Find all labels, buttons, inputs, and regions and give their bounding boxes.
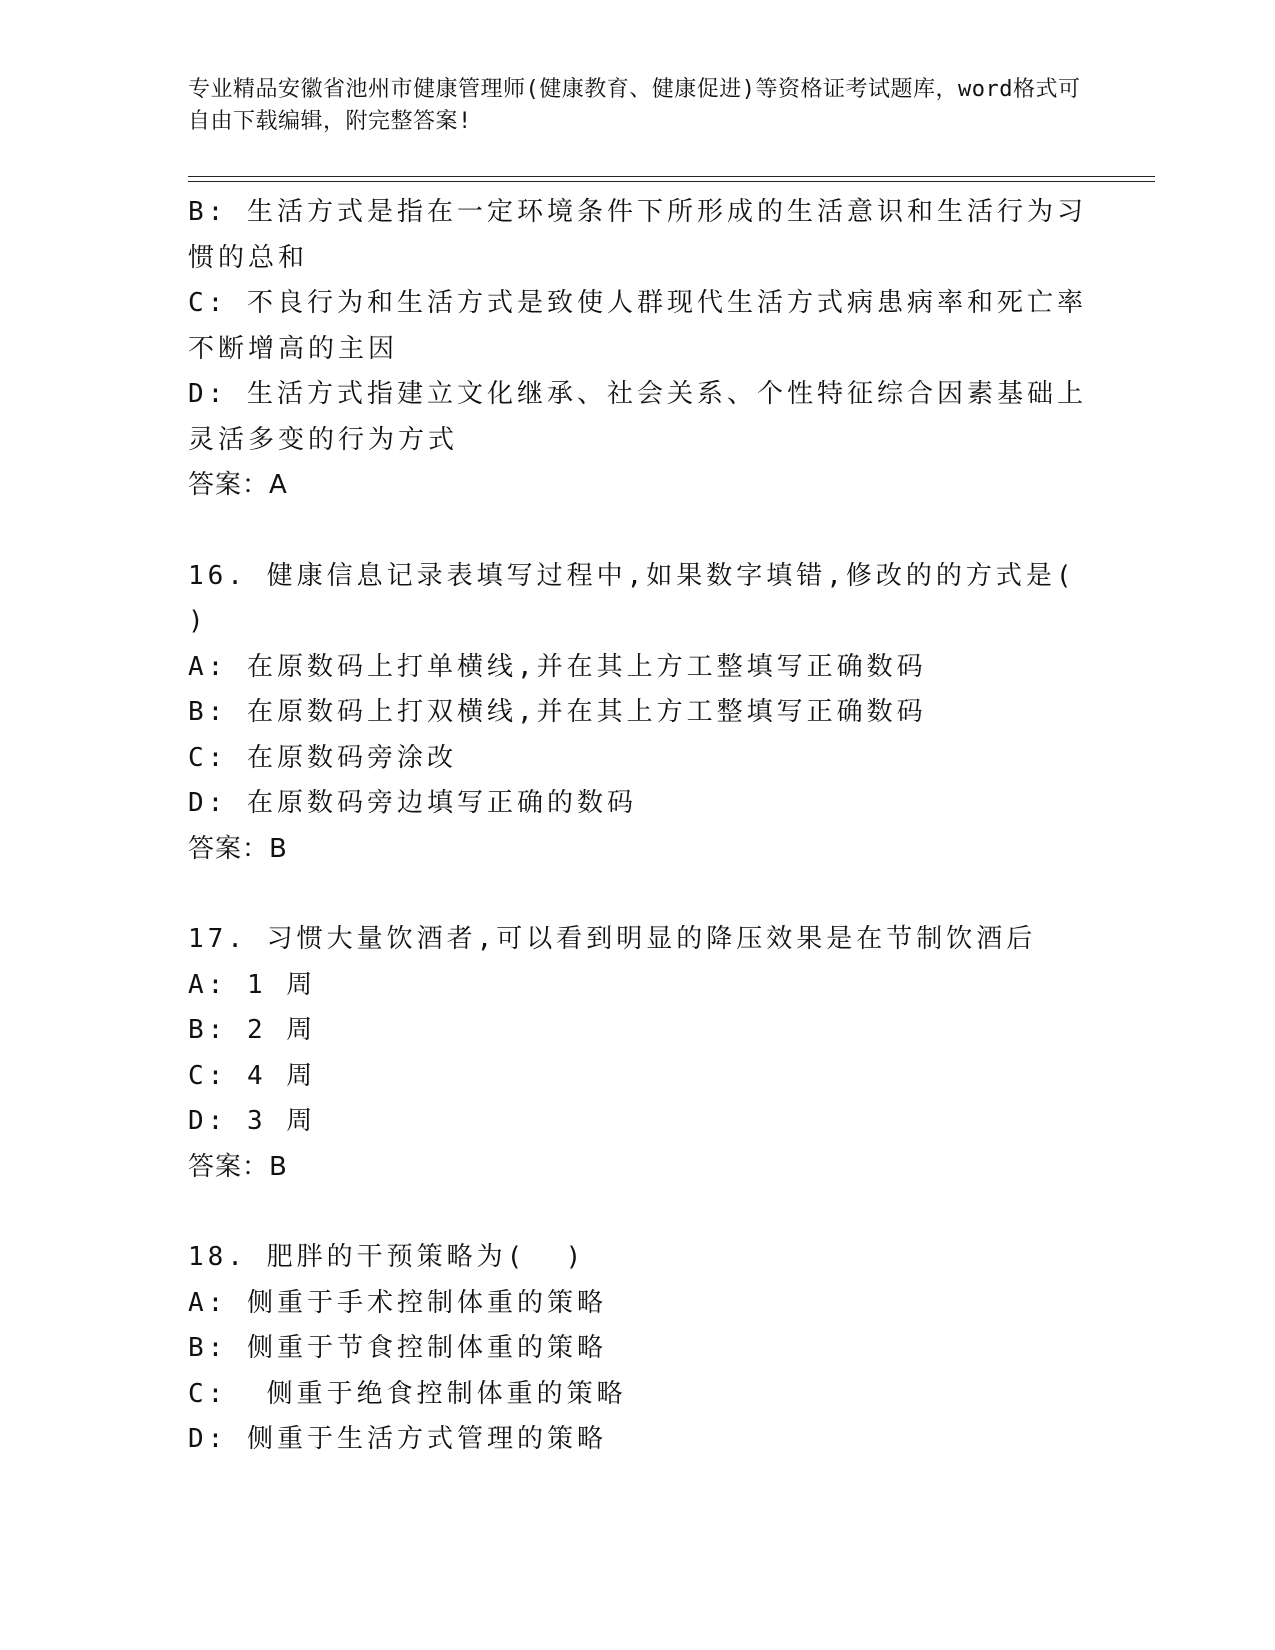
answer-line: 答案：A <box>188 470 288 500</box>
page-header: 专业精品安徽省池州市健康管理师(健康教育、健康促进)等资格证考试题库，word格式可自由下载编辑，附完整答案! <box>188 77 1081 134</box>
question-16 <box>188 554 1088 873</box>
option-d: D: 生活方式指建立文化继承、社会关系、个性特征综合因素基础上灵活多变的行为方式 <box>188 379 1087 455</box>
option-d: D: 3 周 <box>188 1106 317 1136</box>
option-a: A: 1 周 <box>188 969 317 1000</box>
option-d: D: 侧重于生活方式管理的策略 <box>188 1424 607 1454</box>
header-divider <box>188 176 1155 182</box>
question-15-continued <box>188 190 1088 509</box>
option-c: C: 侧重于绝食控制体重的策略 <box>188 1378 627 1409</box>
question-17 <box>188 917 1088 1190</box>
question-stem: 16. 健康信息记录表填写过程中,如果数字填错,修改的的方式是( ) <box>188 560 1076 636</box>
option-c: C: 4 周 <box>188 1060 317 1091</box>
question-stem: 18. 肥胖的干预策略为( ) <box>188 1242 586 1272</box>
option-b: B: 在原数码上打双横线,并在其上方工整填写正确数码 <box>188 697 927 727</box>
question-list <box>188 190 1088 1463</box>
option-c: C: 不良行为和生活方式是致使人群现代生活方式病患病率和死亡率不断增高的主因 <box>188 288 1087 364</box>
option-d: D: 在原数码旁边填写正确的数码 <box>188 788 637 818</box>
option-b: B: 侧重于节食控制体重的策略 <box>188 1333 607 1363</box>
question-18 <box>188 1235 1088 1463</box>
option-a: A: 侧重于手术控制体重的策略 <box>188 1287 607 1318</box>
option-c: C: 在原数码旁涂改 <box>188 742 457 773</box>
option-b: B: 生活方式是指在一定环境条件下所形成的生活意识和生活行为习惯的总和 <box>188 197 1087 273</box>
option-a: A: 在原数码上打单横线,并在其上方工整填写正确数码 <box>188 651 927 682</box>
option-b: B: 2 周 <box>188 1015 317 1045</box>
answer-line: 答案：B <box>188 833 288 864</box>
answer-line: 答案：B <box>188 1151 288 1182</box>
question-stem: 17. 习惯大量饮酒者,可以看到明显的降压效果是在节制饮酒后 <box>188 924 1037 954</box>
